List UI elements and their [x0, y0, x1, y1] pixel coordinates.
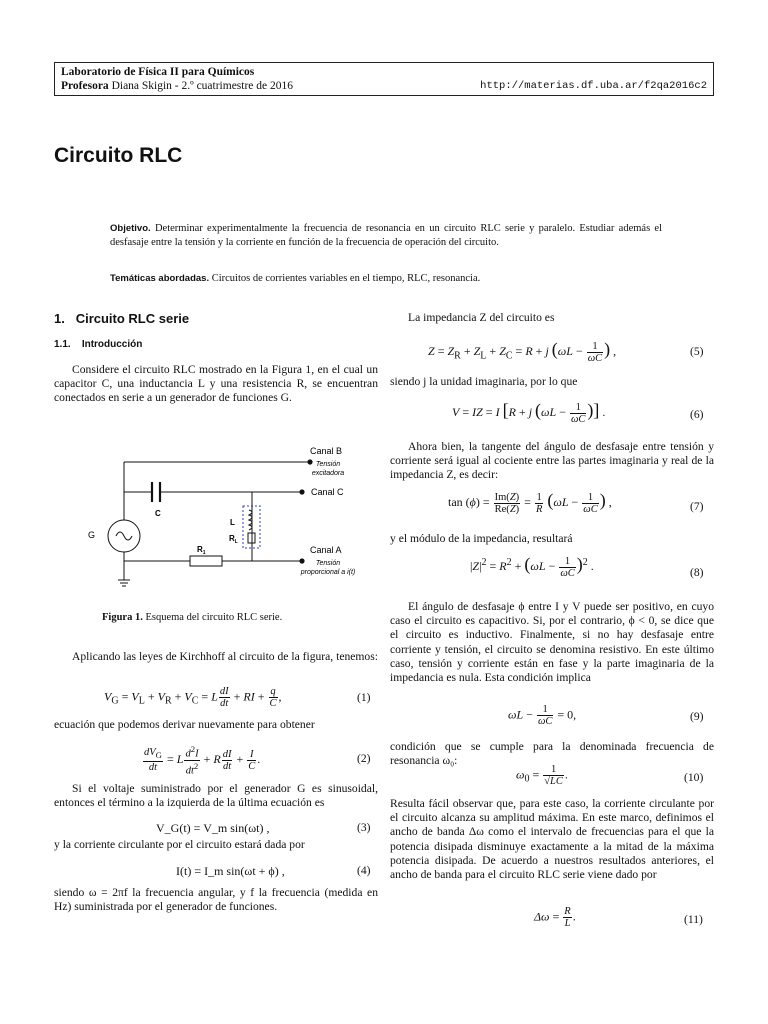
equation-11: Δω = $\frac{R}{L}$ .: [534, 906, 576, 929]
equation-3: V_G(t) = V_m sin(ωt) ,: [156, 821, 270, 835]
equation-7: tan (ϕ) = $\frac{Im(Z)}{Re(Z)}$ = $\frac{1}{R}$ (ωL − $\frac{1}{\omega C}$ ) ,: [448, 490, 612, 515]
equation-4: I(t) = I_m sin(ωt + ϕ) ,: [176, 864, 285, 878]
paragraph-phase-tangent: Ahora bien, la tangente del ángulo de desfasaje entre tensión y corriente será igual al cociente entre las partes imaginaria y real de la impedancia Z, es decir:: [390, 440, 714, 482]
paragraph-bandwidth: Resulta fácil observar que, para este caso, la corriente circulante por el circuito alcanza su amplitud máxima. En este marco, definimos el ancho de banda Δω como el intervalo de frecuencias para el que la potencia disipada disminuye exactamente a la mitad de la máxima potencia disipada. De acuerdo a nuestros resultados anteriores, el ancho de banda para el circuito RLC serie viene dado por: [390, 797, 714, 882]
label-tension-excitadora-1: Tensión: [315, 461, 341, 468]
equation-11-number: (11): [684, 913, 703, 926]
equation-8-number: (8): [690, 566, 704, 579]
abstract-topics: [110, 272, 662, 286]
abstract-objective: [110, 222, 662, 249]
label-generator: G: [88, 530, 96, 540]
resistor-r1: [190, 556, 222, 566]
terminal-canal-a: [299, 558, 304, 563]
course-title: Laboratorio de Física II para Químicos: [61, 66, 255, 78]
topics-text: Circuitos de corrientes variables en el tiempo, RLC, resonancia.: [211, 273, 481, 284]
subsection-heading: [54, 339, 142, 350]
section-heading: [54, 311, 189, 326]
circuit-diagram: [82, 440, 382, 590]
equation-6: V = IZ = I [R + j (ωL − $\frac{1}{\omega C}$ )] .: [452, 400, 606, 425]
professor-label: Profesora: [61, 80, 109, 92]
paragraph-intro: Considere el circuito RLC mostrado en la Figura 1, en el cual un capacitor C, una inductancia L y una resistencia R, se encuentran conectados en serie a un generador de funciones G.: [54, 363, 378, 405]
topics-label: Temáticas abordadas.: [110, 273, 210, 284]
equation-9: ωL − $\frac{1}{\omega C}$ = 0,: [508, 704, 577, 727]
equation-9-number: (9): [690, 710, 704, 723]
label-tension-proporcional-1: Tensión: [315, 560, 341, 567]
label-canal-c: Canal C: [311, 487, 344, 497]
terminal-canal-b: [307, 459, 312, 464]
paragraph-resonance: condición que se cumple para la denominada frecuencia de resonancia ω₀:: [390, 740, 714, 768]
label-inductor: L: [230, 518, 235, 527]
equation-7-number: (7): [690, 500, 704, 513]
equation-10-number: (10): [684, 771, 704, 784]
paragraph-impedance: La impedancia Z del circuito es: [408, 311, 555, 324]
equation-2-number: (2): [357, 752, 371, 765]
label-capacitor: C: [155, 509, 161, 518]
equation-8: $|Z|^2 = R^2 + (\omega L$ − $\frac{1}{\omega C}$ )$^2$ .: [470, 554, 594, 579]
paragraph-derive: ecuación que podemos derivar nuevamente para obtener: [54, 718, 315, 731]
subsection-number: 1.1.: [54, 339, 71, 350]
paragraph-current: y la corriente circulante por el circuito estará dada por: [54, 838, 305, 851]
label-canal-a: Canal A: [310, 545, 342, 555]
paragraph-phase-angle: El ángulo de desfasaje ϕ entre I y V puede ser positivo, en cuyo caso el circuito es capacitivo. Si, por el contrario, ϕ < 0, se dice que el circuito es inductivo. Finalmente, si no hay desfasaje entre corriente y tensión, el circuito se denomina resistivo. En este último caso, tensión y corriente están en fase y la parte imaginaria de la impedancia es nula. Esta condición implica: [390, 600, 714, 685]
objective-text: Determinar experimentalmente la frecuencia de resonancia en un circuito RLC serie y paralelo. Estudiar además el desfasaje entre la tensión y la corriente en función de la frecuencia de operación del circuito.: [110, 223, 663, 248]
equation-1: $V_G = V_L + V_R + V_C = L$ $\frac{dI}{dt}$ + RI + $\frac{q}{C}$ ,: [104, 686, 282, 709]
equation-2: $\frac{dV_G}{dt}$ = L $\frac{d^2I}{dt^2}$ + R $\frac{dI}{dt}$ + $\frac{I}{C}$ .: [144, 744, 261, 776]
section-number: 1.: [54, 311, 65, 326]
professor-line: [61, 80, 293, 92]
subsection-title: Introducción: [81, 339, 143, 350]
objective-label: Objetivo.: [110, 223, 151, 234]
label-tension-proporcional-2: proporcional a i(t): [300, 569, 356, 576]
figure-caption-text: Esquema del circuito RLC serie.: [145, 612, 283, 623]
paragraph-modulus: y el módulo de la impedancia, resultará: [390, 532, 573, 545]
paragraph-sinusoidal: Si el voltaje suministrado por el generador G es sinusoidal, entonces el término a la izquierda de la última ecuación es: [54, 782, 378, 810]
figure-caption: [102, 612, 282, 623]
label-tension-excitadora-2: excitadora: [311, 470, 345, 477]
label-canal-b: Canal B: [310, 446, 343, 456]
equation-4-number: (4): [357, 864, 371, 877]
label-rl: $R_L$: [229, 534, 238, 545]
label-r1: $R_1$: [197, 545, 206, 556]
document-title: Circuito RLC: [54, 144, 183, 167]
page-header: [54, 62, 714, 96]
sine-wave-icon: [116, 532, 132, 540]
terminal-canal-c: [299, 489, 304, 494]
equation-1-number: (1): [357, 691, 371, 704]
equation-3-number: (3): [357, 821, 371, 834]
equation-5-number: (5): [690, 345, 704, 358]
figure-caption-label: Figura 1.: [102, 612, 143, 623]
equation-10: $\omega_0$ = $\frac{1}{√LC}$ .: [516, 764, 568, 787]
equation-5: $Z = Z_R + Z_L + Z_C = R + j$ (ωL − $\frac{1}{\omega C}$ ) ,: [428, 339, 617, 364]
paragraph-angular-frequency: siendo ω = 2πf la frecuencia angular, y f la frecuencia (medida en Hz) suministrada por el generador de funciones.: [54, 886, 378, 914]
course-url[interactable]: http://materias.df.uba.ar/f2qa2016c2: [480, 80, 707, 92]
section-title: Circuito RLC serie: [75, 311, 190, 326]
professor-text: Diana Skigin - 2.º cuatrimestre de 2016: [111, 80, 294, 92]
paragraph-kirchhoff: Aplicando las leyes de Kirchhoff al circuito de la figura, tenemos:: [72, 650, 378, 663]
equation-6-number: (6): [690, 408, 704, 421]
paragraph-imaginary-unit: siendo j la unidad imaginaria, por lo que: [390, 375, 578, 388]
